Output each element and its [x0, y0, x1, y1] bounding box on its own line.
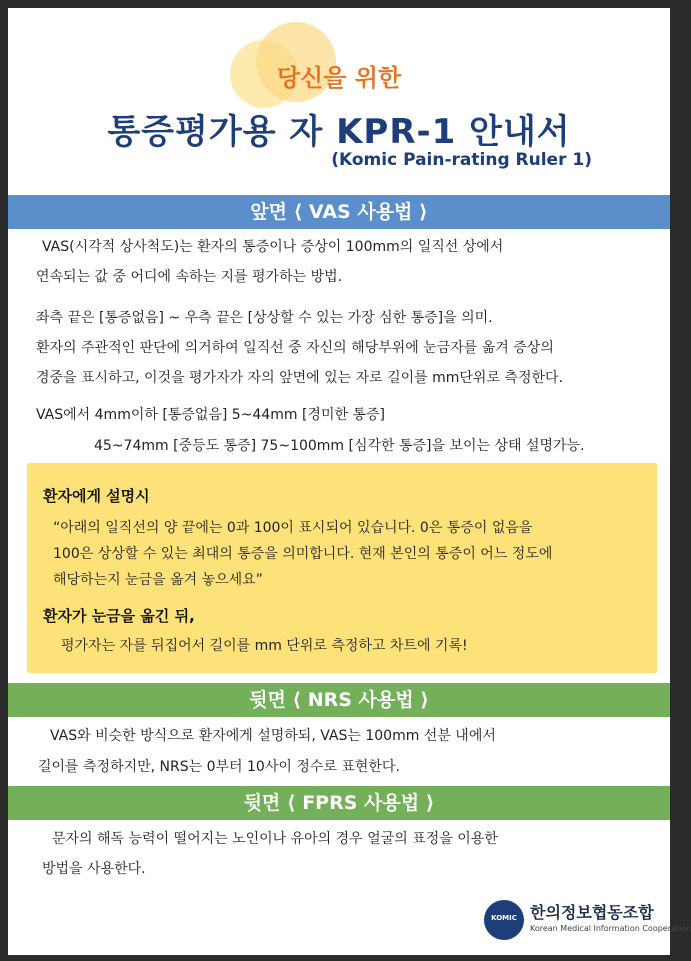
patient-explanation-box [27, 463, 657, 673]
back-nrs-band: 뒷면 ⟨ NRS 사용법 ⟩ [8, 683, 670, 717]
explain-quote-line-1: “아래의 일직선의 양 끝에는 0과 100이 표시되어 있습니다. 0은 통증이 없음을 [53, 520, 533, 536]
guide-page [8, 8, 691, 955]
nrs-line-1: VAS와 비슷한 방식으로 환자에게 설명하되, VAS는 100mm 선분 내에서 [50, 728, 496, 744]
fprs-line-2: 방법을 사용한다. [42, 861, 146, 877]
vas-range-line-3: 경중을 표시하고, 이것을 평가자가 자의 앞면에 있는 자로 길이를 mm단위로 측정한다. [36, 370, 563, 386]
komic-logo-mark [484, 900, 524, 940]
front-vas-band: 앞면 ⟨ VAS 사용법 ⟩ [8, 195, 670, 229]
vas-range-line-2: 환자의 주관적인 판단에 의거하여 일직선 중 자신의 해당부위에 눈금자를 옮겨 증상의 [36, 340, 554, 356]
fprs-line-1: 문자의 해독 능력이 떨어지는 노인이나 유아의 경우 얼굴의 표정을 이용한 [52, 831, 498, 847]
vas-definition-line-2: 연속되는 값 중 어디에 속하는 지를 평가하는 방법. [36, 269, 343, 285]
explain-heading: 환자에게 설명시 [43, 487, 150, 505]
page-title-english: (Komic Pain-rating Ruler 1) [331, 150, 592, 170]
komic-logo-mark-text: KOMIC [491, 914, 517, 922]
after-move-heading: 환자가 눈금을 옮긴 뒤, [43, 607, 195, 625]
after-move-text: 평가자는 자를 뒤집어서 길이를 mm 단위로 측정하고 차트에 기록! [61, 638, 468, 654]
vas-scale-line-1: VAS에서 4mm이하 [통증없음] 5~44mm [경미한 통증] [36, 407, 385, 423]
nrs-line-2: 길이를 측정하지만, NRS는 0부터 10사이 정수로 표현한다. [38, 759, 400, 775]
vas-definition-line-1: VAS(시각적 상사척도)는 환자의 통증이나 증상이 100mm의 일직선 상에서 [42, 239, 504, 255]
explain-quote-line-3: 해당하는지 눈금을 옮겨 놓으세요” [53, 572, 263, 588]
vas-range-line-1: 좌측 끝은 [통증없음] ~ 우측 끝은 [상상할 수 있는 가장 심한 통증]을 의미. [36, 310, 493, 326]
explain-quote-line-2: 100은 상상할 수 있는 최대의 통증을 의미합니다. 현재 본인의 통증이 어느 정도에 [53, 546, 553, 562]
page-subtitle: 당신을 위한 [276, 64, 402, 92]
page-title: 통증평가용 자 KPR-1 안내서 [107, 112, 571, 152]
komic-logo [484, 898, 691, 944]
vas-scale-line-2: 45~74mm [중등도 통증] 75~100mm [심각한 통증]을 보이는 상태 설명가능. [94, 438, 585, 454]
komic-logo-english: Korean Medical Information Cooperation [530, 924, 691, 933]
back-fprs-band: 뒷면 ⟨ FPRS 사용법 ⟩ [8, 786, 670, 820]
komic-logo-name: 한의정보협동조합 [530, 903, 654, 922]
